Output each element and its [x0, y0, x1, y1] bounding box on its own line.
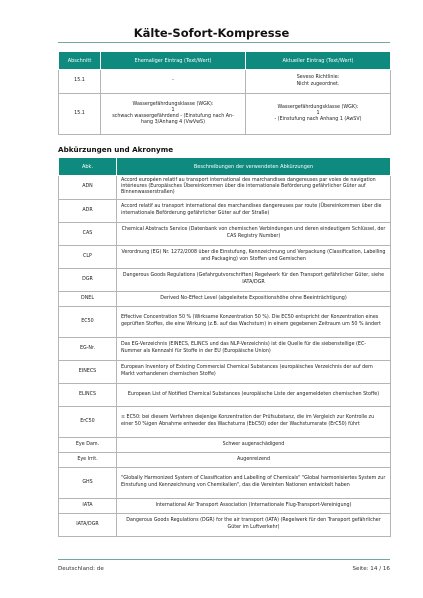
column-header-abbreviation: Abk. [59, 158, 117, 176]
table-row [59, 452, 391, 467]
abbreviation-cell: EINECS [59, 360, 117, 383]
table-row [59, 268, 391, 291]
table-row [59, 245, 391, 268]
table-row [59, 70, 391, 94]
table-row [59, 337, 391, 360]
cell-current-entry: Wassergefährdungsklasse (WGK): 1 - (Einstufung nach Anhang 1 (AwSV) [246, 94, 391, 135]
description-cell: Effective Concentration 50 % (Wirksame Konzentration 50 %). Die EC50 entspricht der Konzentration eines geprüften Stoffes, die eine Wirkung (z.B. auf das Wachstum) in einem gegebenen Zeitraum um 50 % ändert [117, 306, 391, 337]
table-row [59, 437, 391, 452]
column-header-current-entry: Aktueller Eintrag (Text/Wert) [246, 52, 391, 70]
cell-section: 15.1 [59, 94, 101, 135]
abbreviation-cell: CAS [59, 222, 117, 245]
table-row [59, 176, 391, 200]
footer-divider [58, 559, 390, 560]
description-cell: "Globally Harmonized System of Classification and Labelling of Chemicals" "Global harmonisiertes System zur Einstufung und Kennzeichnung von Chemikalien", das die Vereinten Nationen entwickelt haben [117, 467, 391, 498]
abbreviation-cell: Eye Dam. [59, 437, 117, 452]
abbreviation-cell: DNEL [59, 291, 117, 306]
footer-page-number: Seite: 14 / 16 [352, 566, 390, 572]
table-row [59, 291, 391, 306]
cell-former-entry: Wassergefährdungsklasse (WGK): 1 schwach wassergefährdend - (Einstufung nach An- hang 3/Anhang 4 (VwVwS) [101, 94, 246, 135]
abbreviation-cell: ELINCS [59, 383, 117, 406]
description-cell: Dangerous Goods Regulations (DGR) for the air transport (IATA) (Regelwerk für den Transport gefährlicher Güter im Luftverkehr) [117, 513, 391, 536]
abbreviation-cell: IATA/DGR [59, 513, 117, 536]
table-row [59, 222, 391, 245]
description-cell: International Air Transport Association (Internationale Flug-Transport-Vereinigung) [117, 498, 391, 513]
abbreviations-table-header [59, 158, 391, 176]
abbreviations-table [58, 157, 391, 537]
description-cell: Derived No-Effect Level (abgeleitete Expositionshöhe ohne Beeinträchtigung) [117, 291, 391, 306]
page-title: Kälte-Sofort-Kompresse [133, 26, 290, 40]
abbreviation-cell: EC50 [59, 306, 117, 337]
column-header-description: Beschreibungen der verwendeten Abkürzungen [117, 158, 391, 176]
table-row [59, 467, 391, 498]
table-row [59, 360, 391, 383]
description-cell: European List of Notified Chemical Substances (europäische Liste der angemeldeten chemischen Stoffe) [117, 383, 391, 406]
abbreviation-cell: ADR [59, 199, 117, 222]
description-cell: ≡ EC50: bei diesem Verfahren diejenige Konzentration der Prüfsubstanz, die im Vergleich zur Kontrolle zu einer 50 %igen Abnahme entweder des Wachstums (EbC50) oder der Wachstumsrate (ErC50) führt [117, 406, 391, 437]
abbreviation-cell: IATA [59, 498, 117, 513]
section-title: Abkürzungen und Akronyme [58, 145, 174, 154]
table-row [59, 383, 391, 406]
footer-country-language: Deutschland: de [58, 566, 104, 572]
changes-table-header [59, 52, 391, 70]
column-header-former-entry: Ehemaliger Eintrag (Text/Wert) [101, 52, 246, 70]
table-row [59, 94, 391, 135]
description-cell: Accord européen relatif au transport international des marchandises dangereuses par voies de navigation intérieures (Europäisches Übereinkommen über die internationale Beförderung gefährlicher Güter auf Binnenwasserstraßen) [117, 176, 391, 200]
description-cell: Verordnung (EG) Nr. 1272/2008 über die Einstufung, Kennzeichnung und Verpackung (Classification, Labelling and Packaging) von Stoffen und Gemischen [117, 245, 391, 268]
description-cell: Dangerous Goods Regulations (Gefahrgutvorschriften) Regelwerk für den Transport gefährlicher Güter, siehe IATA/DGR [117, 268, 391, 291]
description-cell: Augenreizend [117, 452, 391, 467]
description-cell: European Inventory of Existing Commercial Chemical Substances (europäisches Verzeichnis der auf dem Markt vorhandenen chemischen Stoffe) [117, 360, 391, 383]
table-row [59, 306, 391, 337]
title-divider [58, 42, 390, 43]
abbreviation-cell: DGR [59, 268, 117, 291]
cell-section: 15.1 [59, 70, 101, 94]
table-row [59, 498, 391, 513]
abbreviation-cell: EG-Nr. [59, 337, 117, 360]
column-header-section: Abschnitt [59, 52, 101, 70]
abbreviation-cell: ADN [59, 176, 117, 200]
abbreviation-cell: CLP [59, 245, 117, 268]
abbreviation-cell: GHS [59, 467, 117, 498]
cell-former-entry: - [101, 70, 246, 94]
table-row [59, 199, 391, 222]
changes-table [58, 51, 391, 135]
abbreviation-cell: ErC50 [59, 406, 117, 437]
description-cell: Chemical Abstracts Service (Datenbank von chemischen Verbindungen und deren eindeutigem Schlüssel, der CAS Registry Number) [117, 222, 391, 245]
abbreviation-cell: Eye Irrit. [59, 452, 117, 467]
cell-current-entry: Seveso Richtlinie: Nicht zugeordnet. [246, 70, 391, 94]
table-row [59, 406, 391, 437]
table-row [59, 513, 391, 536]
description-cell: Accord relatif au transport international des marchandises dangereuses par route (Übereinkommen über die internationale Beförderung gefährlicher Güter auf der Straße) [117, 199, 391, 222]
description-cell: Schwer augenschädigend [117, 437, 391, 452]
description-cell: Das EG-Verzeichnis (EINECS, ELINCS und das NLP-Verzeichnis) ist die Quelle für die siebenstellige (EC-Nummer als Kennzahl für Stoffe in der EU (Europäische Union) [117, 337, 391, 360]
